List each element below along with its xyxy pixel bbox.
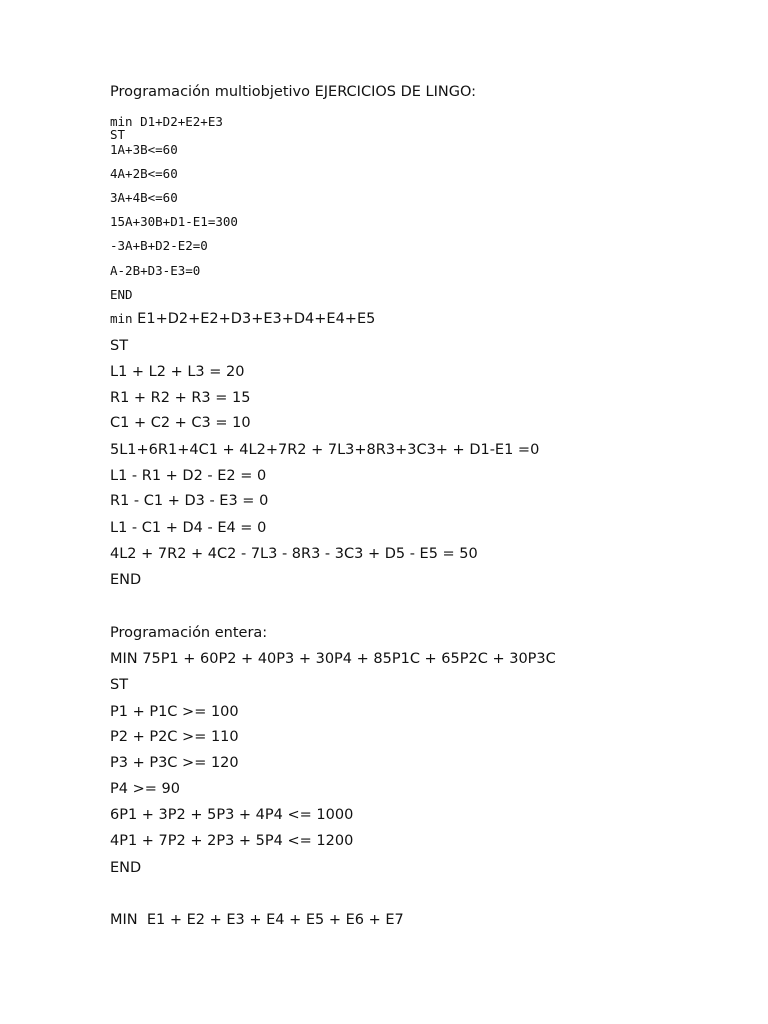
constraint-line: C1 + C2 + C3 = 10 — [110, 415, 251, 431]
constraint-line: P4 >= 90 — [110, 781, 180, 797]
code-line: ST — [110, 127, 126, 142]
code-line: 1A+3B<=60 — [110, 142, 178, 157]
section-title-entera: Programación entera: — [110, 625, 268, 641]
objective-expression: E1+D2+E2+D3+E3+D4+E4+E5 — [132, 311, 376, 327]
min-keyword: min — [110, 311, 133, 326]
code-line: 3A+4B<=60 — [110, 190, 178, 205]
constraint-line: END — [110, 860, 142, 876]
constraint-line: ST — [110, 338, 129, 354]
constraint-line: 4L2 + 7R2 + 4C2 - 7L3 - 8R3 - 3C3 + D5 - E5 = 50 — [110, 546, 478, 562]
constraint-line: P3 + P3C >= 120 — [110, 755, 239, 771]
section-title-multiobjetivo: Programación multiobjetivo EJERCICIOS DE LINGO: — [110, 84, 476, 100]
code-line: 4A+2B<=60 — [110, 166, 178, 181]
constraint-line: L1 + L2 + L3 = 20 — [110, 364, 245, 380]
code-line: A-2B+D3-E3=0 — [110, 263, 201, 278]
constraint-line: L1 - R1 + D2 - E2 = 0 — [110, 468, 267, 484]
code-line: END — [110, 287, 133, 302]
constraint-line: 4P1 + 7P2 + 2P3 + 5P4 <= 1200 — [110, 833, 354, 849]
constraint-line: P2 + P2C >= 110 — [110, 729, 239, 745]
code-line: 15A+30B+D1-E1=300 — [110, 214, 238, 229]
constraint-line: R1 - C1 + D3 - E3 = 0 — [110, 493, 269, 509]
constraint-line: P1 + P1C >= 100 — [110, 704, 239, 720]
constraint-line: L1 - C1 + D4 - E4 = 0 — [110, 520, 267, 536]
constraint-line: 5L1+6R1+4C1 + 4L2+7R2 + 7L3+8R3+3C3+ + D1-E1 =0 — [110, 442, 540, 458]
objective-line — [110, 311, 375, 327]
constraint-line: ST — [110, 677, 129, 693]
objective-line: MIN E1 + E2 + E3 + E4 + E5 + E6 + E7 — [110, 912, 404, 928]
document-page — [110, 0, 750, 1024]
code-line: -3A+B+D2-E2=0 — [110, 238, 208, 253]
constraint-line: 6P1 + 3P2 + 5P3 + 4P4 <= 1000 — [110, 807, 354, 823]
constraint-line: R1 + R2 + R3 = 15 — [110, 390, 251, 406]
code-line: min D1+D2+E2+E3 — [110, 114, 223, 129]
constraint-line: MIN 75P1 + 60P2 + 40P3 + 30P4 + 85P1C + 65P2C + 30P3C — [110, 651, 556, 667]
constraint-line: END — [110, 572, 142, 588]
